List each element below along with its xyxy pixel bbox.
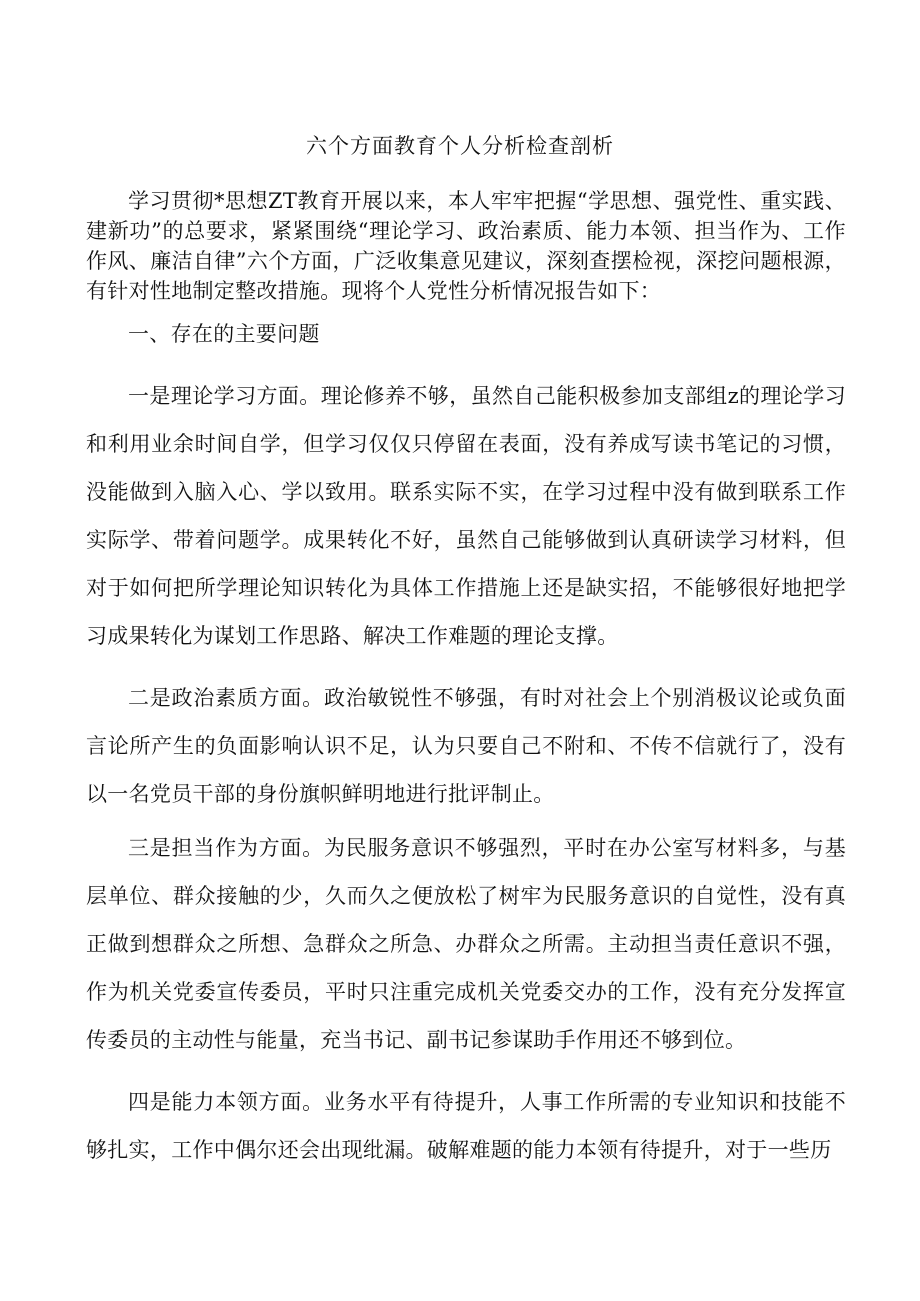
paragraph-responsibility: 三是担当作为方面。为民服务意识不够强烈，平时在办公室写材料多，与基层单位、群众接触的少，久而久之便放松了树牢为民服务意识的自觉性，没有真正做到想群众之所想、急群众之所急、办群众之所需。主动担当责任意识不强，作为机关党委宣传委员，平时只注重完成机关党委交办的工作，没有充分发挥宣传委员的主动性与能量，充当书记、副书记参谋助手作用还不够到位。 xyxy=(86,836,846,1052)
paragraph-theory-study: 一是理论学习方面。理论修养不够，虽然自己能积极参加支部组z的理论学习和利用业余时间自学，但学习仅仅只停留在表面，没有养成写读书笔记的习惯，没能做到入脑入心、学以致用。联系实际不实，在学习过程中没有做到联系工作实际学、带着问题学。成果转化不好，虽然自己能够做到认真研读学习材料，但对于如何把所学理论知识转化为具体工作措施上还是缺实招，不能够很好地把学习成果转化为谋划工作思路、解决工作难题的理论支撑。 xyxy=(86,384,846,648)
section-heading: 一、存在的主要问题 xyxy=(128,322,320,346)
document-title: 六个方面教育个人分析检查剖析 xyxy=(306,134,614,158)
intro-paragraph: 学习贯彻*思想ZT教育开展以来，本人牢牢把握“学思想、强党性、重实践、建新功”的总要求，紧紧围绕“理论学习、政治素质、能力本领、担当作为、工作作风、廉洁自律”六个方面，广泛收集意见建议，深刻查摆检视，深挖问题根源，有针对性地制定整改措施。现将个人党性分析情况报告如下： xyxy=(86,189,846,303)
paragraph-ability: 四是能力本领方面。业务水平有待提升，人事工作所需的专业知识和技能不够扎实，工作中偶尔还会出现纰漏。破解难题的能力本领有待提升，对于一些历 xyxy=(86,1090,846,1162)
paragraph-political-quality: 二是政治素质方面。政治敏锐性不够强，有时对社会上个别消极议论或负面言论所产生的负面影响认识不足，认为只要自己不附和、不传不信就行了，没有以一名党员干部的身份旗帜鲜明地进行批评制止。 xyxy=(86,686,846,806)
